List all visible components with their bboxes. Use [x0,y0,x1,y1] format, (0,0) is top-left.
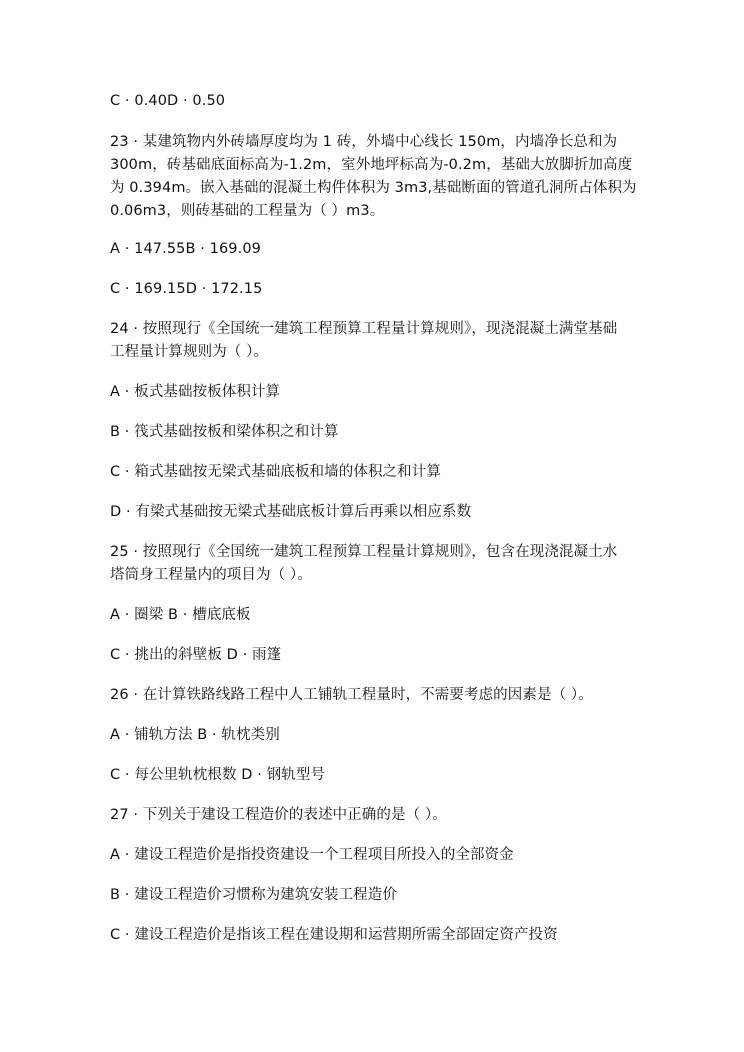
option-line: C · 169.15D · 172.15 [110,281,263,297]
option-line: D · 有梁式基础按无梁式基础底板计算后再乘以相应系数 [110,504,472,520]
question-25-text: 塔筒身工程量内的项目为（ ）。 [110,567,312,583]
option-line: A · 147.55B · 169.09 [110,241,261,257]
question-24-text: 工程量计算规则为（ ）。 [110,344,269,360]
question-25-text: 25 · 按照现行《全国统一建筑工程预算工程量计算规则》，包含在现浇混凝土水 [110,544,618,560]
option-line: A · 铺轨方法 B · 轨枕类别 [110,727,280,743]
question-23-text: 0.06m3，则砖基础的工程量为（ ）m3。 [110,203,385,219]
option-line: A · 建设工程造价是指投资建设一个工程项目所投入的全部资金 [110,847,514,863]
question-27-text: 27 · 下列关于建设工程造价的表述中正确的是（ ）。 [110,807,447,823]
question-23-text: 为 0.394m。嵌入基础的混凝土构件体积为 3m3,基础断面的管道孔洞所占体积为 [110,180,637,196]
option-line: B · 筏式基础按板和梁体积之和计算 [110,424,339,440]
option-line: C · 挑出的斜壁板 D · 雨篷 [110,647,282,663]
option-line: C · 每公里轨枕根数 D · 钢轨型号 [110,767,326,783]
option-line: C · 建设工程造价是指该工程在建设期和运营期所需全部固定资产投资 [110,927,558,943]
option-line: B · 建设工程造价习惯称为建筑安装工程造价 [110,887,397,903]
question-24-text: 24 · 按照现行《全国统一建筑工程预算工程量计算规则》，现浇混凝土满堂基础 [110,321,618,337]
option-line: C · 箱式基础按无梁式基础底板和墙的体积之和计算 [110,464,441,480]
option-line: A · 板式基础按板体积计算 [110,384,281,400]
option-line: A · 圈梁 B · 槽底底板 [110,607,251,623]
option-line: C · 0.40D · 0.50 [110,93,226,109]
question-23-text: 23 · 某建筑物内外砖墙厚度均为 1 砖，外墙中心线长 150m，内墙净长总和为 [110,134,618,150]
question-26-text: 26 · 在计算铁路线路工程中人工铺轨工程量时，不需要考虑的因素是（ ）。 [110,687,593,703]
question-23-text: 300m，砖基础底面标高为-1.2m，室外地坪标高为-0.2m，基础大放脚折加高度 [110,157,633,173]
